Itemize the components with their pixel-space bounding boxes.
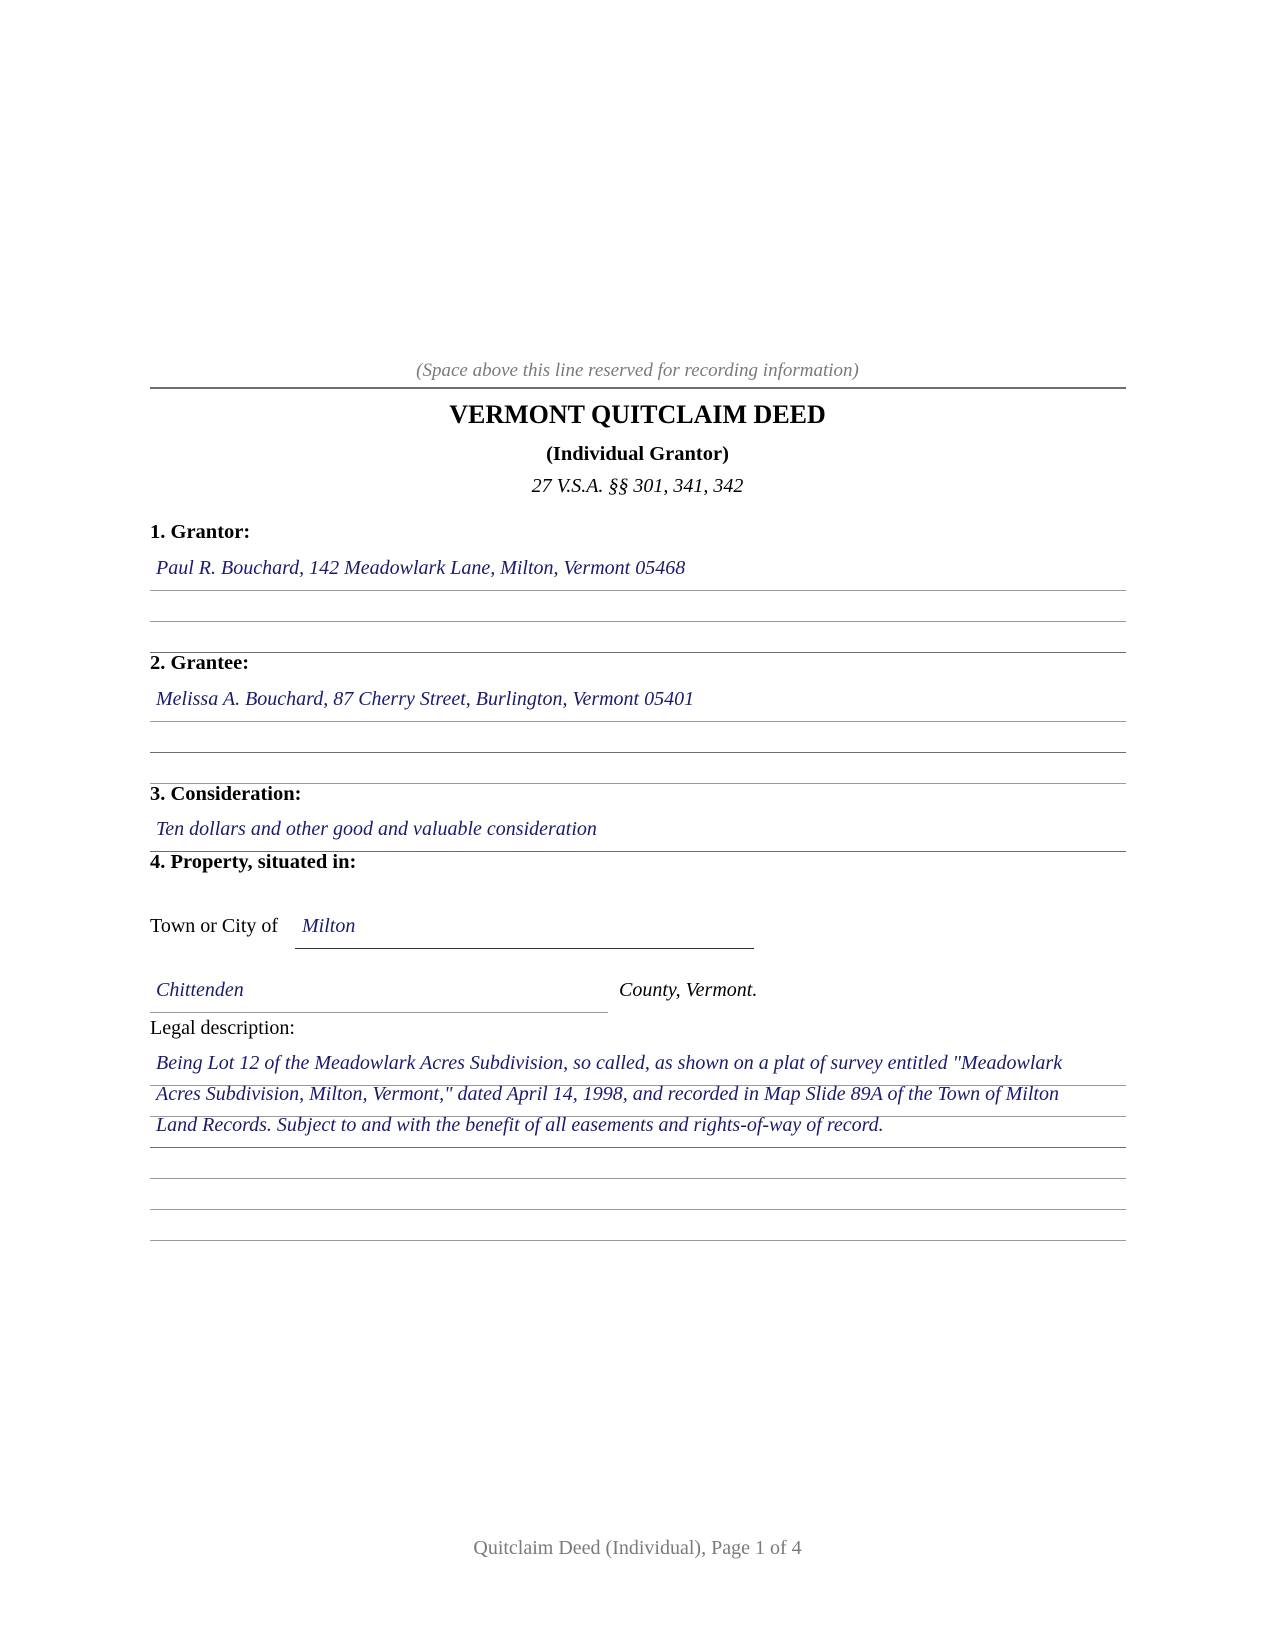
legal-description-line-3[interactable]: Land Records. Subject to and with the benefit of all easements and rights-of-way of record. <box>156 1114 884 1136</box>
county-field[interactable]: Chittenden <box>156 979 244 1001</box>
legal-description-line-1[interactable]: Being Lot 12 of the Meadowlark Acres Subdivision, so called, as shown on a plat of survey entitled "Meadowlark <box>156 1052 1063 1074</box>
consideration-field[interactable]: Ten dollars and other good and valuable consideration <box>156 818 597 840</box>
consideration-label: 3. Consideration: <box>150 783 302 805</box>
legal-description-line-2[interactable]: Acres Subdivision, Milton, Vermont," dated April 14, 1998, and recorded in Map Slide 89A of the Town of Milton <box>156 1083 1059 1105</box>
grantor-line-3 <box>150 652 1126 653</box>
town-field[interactable]: Milton <box>302 915 356 937</box>
grantor-label: 1. Grantor: <box>150 521 251 543</box>
grantor-field[interactable]: Paul R. Bouchard, 142 Meadowlark Lane, Milton, Vermont 05468 <box>156 557 686 579</box>
recording-note: (Space above this line reserved for recording information) <box>416 360 859 381</box>
town-label: Town or City of <box>150 915 279 937</box>
page-footer: Quitclaim Deed (Individual), Page 1 of 4 <box>473 1537 802 1559</box>
legal-line-4 <box>150 1178 1126 1179</box>
grantee-line-1 <box>150 721 1126 722</box>
grantee-field[interactable]: Melissa A. Bouchard, 87 Cherry Street, Burlington, Vermont 05401 <box>156 688 695 710</box>
page-subtitle: (Individual Grantor) <box>546 443 729 465</box>
legal-line-6 <box>150 1240 1126 1241</box>
statute-reference: 27 V.S.A. §§ 301, 341, 342 <box>531 475 744 497</box>
county-suffix: County, Vermont. <box>619 979 758 1001</box>
town-line <box>295 948 754 949</box>
grantor-line-1 <box>150 590 1126 591</box>
property-label: 4. Property, situated in: <box>150 851 357 873</box>
legal-line-3 <box>150 1147 1126 1148</box>
grantee-line-2 <box>150 752 1126 753</box>
county-line <box>150 1012 608 1013</box>
recording-divider <box>150 387 1126 389</box>
page-title: VERMONT QUITCLAIM DEED <box>449 400 826 429</box>
legal-description-label: Legal description: <box>150 1017 295 1039</box>
grantee-label: 2. Grantee: <box>150 652 250 674</box>
legal-line-5 <box>150 1209 1126 1210</box>
grantor-line-2 <box>150 621 1126 622</box>
